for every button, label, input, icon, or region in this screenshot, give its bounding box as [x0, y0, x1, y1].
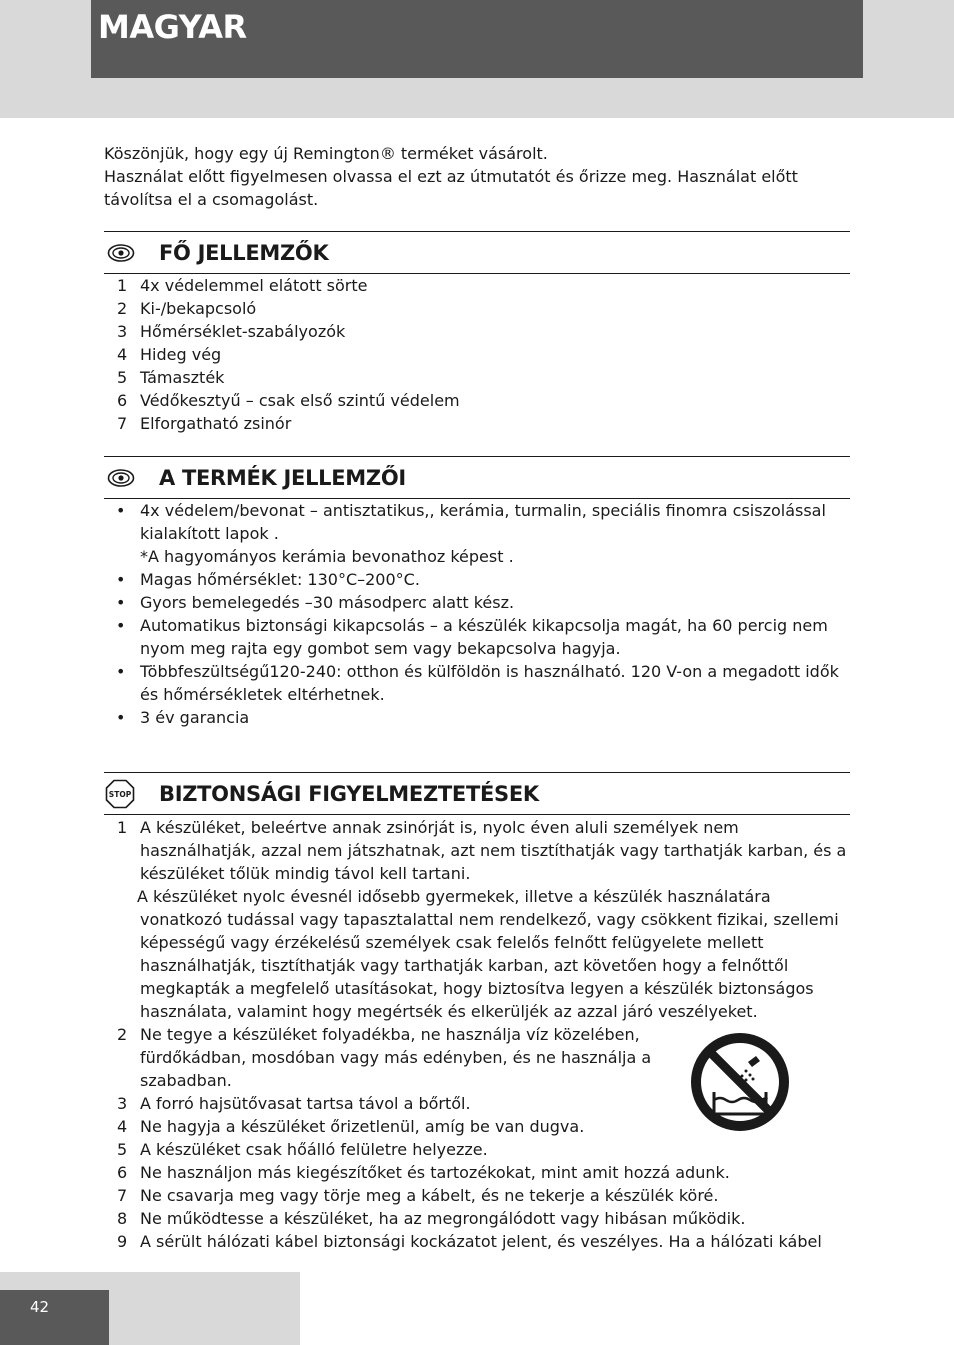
list-item — [104, 1184, 850, 1207]
intro-line-2: Használat előtt figyelmesen olvassa el ezt az útmutatót és őrizze meg. Használat előtt távolítsa el a csomagolást. — [104, 167, 798, 209]
item-text: Elforgatható zsinór — [140, 414, 292, 433]
footer-page-box — [0, 1290, 109, 1345]
item-text: 4x védelemmel elátott sörte — [140, 276, 368, 295]
item-text: Ne tegye a készüléket folyadékba, ne használja víz közelében, fürdőkádban, mosdóban vagy más edényben, és ne használja a szabadban. — [140, 1025, 652, 1090]
section-features-heading — [104, 231, 850, 274]
language-title: MAGYAR — [98, 8, 247, 46]
list-item — [104, 591, 850, 614]
item-number: 3 — [117, 322, 128, 341]
item-number: 2 — [117, 299, 128, 318]
section-safety-heading — [104, 772, 850, 815]
list-item — [104, 343, 850, 366]
list-item — [104, 389, 850, 412]
intro-line-1: Köszönjük, hogy egy új Remington® terméket vásárolt. — [104, 144, 548, 163]
list-item — [104, 1138, 850, 1161]
list-item — [104, 1161, 850, 1184]
bullet-icon: • — [116, 708, 126, 727]
bullet-icon: • — [116, 593, 126, 612]
list-item — [104, 297, 850, 320]
item-text: Hőmérséklet-szabályozók — [140, 322, 346, 341]
item-text: 3 év garancia — [140, 708, 250, 727]
list-item — [104, 1230, 850, 1253]
list-item — [104, 816, 850, 1023]
section-safety-title: BIZTONSÁGI FIGYELMEZTETÉSEK — [159, 782, 539, 806]
bullet-icon: • — [116, 570, 126, 589]
item-text: Ne hagyja a készüléket őrizetlenül, amíg be van dugva. — [140, 1117, 585, 1136]
item-number: 9 — [117, 1232, 128, 1251]
bullet-icon: • — [116, 662, 126, 681]
item-number: 4 — [117, 1117, 128, 1136]
item-number: 6 — [117, 1163, 128, 1182]
product-features-list — [104, 499, 850, 729]
item-text: Magas hőmérséklet: 130°C–200°C. — [140, 570, 420, 589]
eye-icon — [107, 242, 135, 264]
item-text: A készüléket, beleértve annak zsinórját is, nyolc éven aluli személyek nem használhatják, azzal nem játszhatnak, azt nem tisztíthatják vagy tarthatják karban, és a készüléket tőlük mindig távol kell tartani. — [140, 818, 847, 883]
item-number: 5 — [117, 368, 128, 387]
item-number: 3 — [117, 1094, 128, 1113]
page-number: 42 — [30, 1298, 50, 1316]
item-number: 8 — [117, 1209, 128, 1228]
eye-icon — [107, 467, 135, 489]
list-item — [104, 366, 850, 389]
bullet-icon: • — [116, 501, 126, 520]
item-text: Támaszték — [140, 368, 225, 387]
item-number: 2 — [117, 1025, 128, 1044]
list-item — [104, 412, 850, 435]
section-product-heading — [104, 456, 850, 499]
list-item — [104, 706, 850, 729]
list-item — [104, 1207, 850, 1230]
list-item — [104, 320, 850, 343]
item-text: Védőkesztyű – csak első szintű védelem — [140, 391, 460, 410]
item-text: Ki-/bekapcsoló — [140, 299, 257, 318]
item-text: Ne használjon más kiegészítőket és tartozékokat, mint amit hozzá adunk. — [140, 1163, 730, 1182]
item-number: 4 — [117, 345, 128, 364]
item-text: Ne csavarja meg vagy törje meg a kábelt, és ne tekerje a készülék köré. — [140, 1186, 719, 1205]
item-note: *A hagyományos kerámia bevonathoz képest . — [140, 547, 514, 566]
item-text: Gyors bemelegedés –30 másodperc alatt kész. — [140, 593, 515, 612]
item-text: A sérült hálózati kábel biztonsági kockázatot jelent, és veszélyes. Ha a hálózati kábel — [140, 1232, 822, 1251]
list-item — [104, 499, 850, 568]
features-list — [104, 274, 850, 435]
bullet-icon: • — [116, 616, 126, 635]
section-product-title: A TERMÉK JELLEMZŐI — [159, 466, 406, 490]
item-number: 5 — [117, 1140, 128, 1159]
no-water-icon — [690, 1030, 790, 1134]
item-text: Többfeszültségű120-240: otthon és külföldön is használható. 120 V-on a megadott idők és hőmérsékletek eltérhetnek. — [140, 662, 839, 704]
list-item — [104, 274, 850, 297]
item-number: 1 — [117, 276, 128, 295]
item-number: 6 — [117, 391, 128, 410]
list-item — [104, 568, 850, 591]
item-text: A forró hajsütővasat tartsa távol a bőrtől. — [140, 1094, 471, 1113]
list-item — [104, 614, 850, 660]
item-text: A készüléket csak hőálló felületre helyezze. — [140, 1140, 488, 1159]
stop-icon — [105, 779, 135, 809]
section-features-title: FŐ JELLEMZŐK — [159, 241, 329, 265]
item-text: 4x védelem/bevonat – antisztatikus,, kerámia, turmalin, speciális finomra csiszolással kialakított lapok . — [140, 501, 826, 543]
item-number: 1 — [117, 818, 128, 837]
intro-text — [104, 142, 834, 211]
item-text: Hideg vég — [140, 345, 222, 364]
stop-icon-label: STOP — [108, 790, 132, 799]
item-number: 7 — [117, 414, 128, 433]
item-number: 7 — [117, 1186, 128, 1205]
item-text: Automatikus biztonsági kikapcsolás – a készülék kikapcsolja magát, ha 60 percig nem nyom meg rajta egy gombot sem vagy bekapcsolva hagyja. — [140, 616, 828, 658]
item-extra-text: A készüléket nyolc évesnél idősebb gyermekek, illetve a készülék használatára vonatkozó tudással vagy tapasztalattal nem rendelkező, vagy csökkent fizikai, szellemi képességű vagy érzékelésű személyek csak felelős felnőtt felügyelete mellett használhatják, tisztíthatják vagy tarthatják karban, azt követően hogy a felnőttől megkapták a megfelelő utasításokat, hogy biztosítva legyen a készülék biztonságos használata, valamint hogy megértsék és elkerüljék az azzal járó veszélyeket. — [137, 887, 839, 1021]
list-item — [104, 660, 850, 706]
item-text: Ne működtesse a készüléket, ha az megrongálódott vagy hibásan működik. — [140, 1209, 746, 1228]
